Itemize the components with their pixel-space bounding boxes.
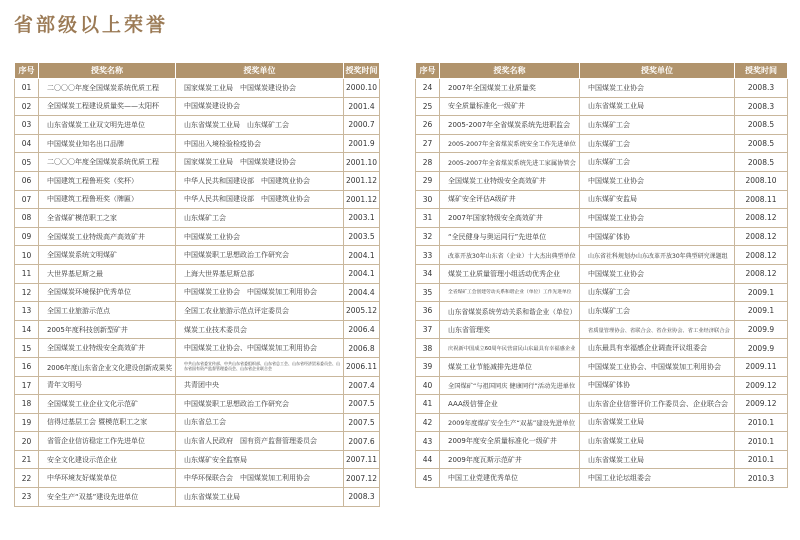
cell-award-unit: 上海大世界基尼斯总部 <box>176 264 344 283</box>
cell-award-time: 2008.12 <box>735 264 788 283</box>
table-row <box>416 171 788 190</box>
cell-award-time: 2007.12 <box>344 469 380 488</box>
cell-award-unit: 中国煤矿体协 <box>580 227 735 246</box>
table-row <box>416 116 788 135</box>
header-unit: 授奖单位 <box>580 63 735 79</box>
cell-award-name: 全省煤矿工会创建劳动关系和谐企业（单位）工作先进单位 <box>440 283 580 302</box>
cell-award-unit: 山东煤矿安全监察局 <box>176 450 344 469</box>
cell-award-time: 2008.12 <box>735 209 788 228</box>
cell-award-unit: 山东省煤炭工业局 <box>580 97 735 116</box>
cell-no: 19 <box>15 413 39 432</box>
cell-award-time: 2009.12 <box>735 395 788 414</box>
table-row <box>416 339 788 358</box>
table-row <box>15 376 380 395</box>
cell-award-unit: 山东省煤炭工业局 <box>580 432 735 451</box>
cell-award-unit: 山东煤矿工会 <box>580 302 735 321</box>
cell-award-unit: 山东煤矿工会 <box>580 134 735 153</box>
cell-award-name: 中国工业党建优秀单位 <box>440 469 580 488</box>
cell-award-unit: 山东省总工会 <box>176 413 344 432</box>
cell-award-name: 全国煤炭工业企业文化示范矿 <box>39 395 176 414</box>
cell-award-name: 2005-2007年全省煤炭系统先进职监会 <box>440 116 580 135</box>
cell-award-name: 青年文明号 <box>39 376 176 395</box>
cell-award-name: 2009年度煤矿安全生产“双基”建设先进单位 <box>440 413 580 432</box>
table-row <box>15 116 380 135</box>
cell-award-unit: 共青团中央 <box>176 376 344 395</box>
cell-award-name: 2009年度安全质量标准化一级矿井 <box>440 432 580 451</box>
cell-no: 14 <box>15 320 39 339</box>
table-row <box>416 190 788 209</box>
cell-award-name: 2007年全国煤炭工业质量奖 <box>440 79 580 98</box>
cell-no: 07 <box>15 190 39 209</box>
cell-award-unit: 中国煤炭工业协会 <box>580 209 735 228</box>
cell-award-time: 2006.11 <box>344 357 380 376</box>
cell-no: 40 <box>416 376 440 395</box>
cell-award-name: 2006年度山东省企业文化建设创新成果奖 <box>39 357 176 376</box>
table-row <box>416 283 788 302</box>
cell-no: 29 <box>416 171 440 190</box>
table-row <box>15 488 380 507</box>
cell-award-time: 2008.12 <box>735 227 788 246</box>
cell-no: 05 <box>15 153 39 172</box>
table-row <box>15 171 380 190</box>
cell-award-name: 全国煤炭工业特级安全高效矿井 <box>440 171 580 190</box>
cell-award-name: 全国煤炭工业特级高产高效矿井 <box>39 227 176 246</box>
cell-award-name: 2005-2007年全省煤炭系统先进工家属协管会 <box>440 153 580 172</box>
cell-no: 33 <box>416 246 440 265</box>
cell-award-unit: 山东煤矿安监局 <box>580 190 735 209</box>
cell-award-unit: 山东省煤炭工业局 <box>176 488 344 507</box>
cell-award-unit: 中国煤炭工业协会 <box>580 264 735 283</box>
cell-award-unit: 山东省煤炭工业局 <box>580 450 735 469</box>
cell-award-time: 2008.5 <box>735 134 788 153</box>
cell-award-name: 山东省管理奖 <box>440 320 580 339</box>
cell-award-unit: 中国煤炭工业协会 中国煤炭加工利用协会 <box>176 283 344 302</box>
cell-award-time: 2004.1 <box>344 264 380 283</box>
table-row <box>15 209 380 228</box>
cell-no: 23 <box>15 488 39 507</box>
awards-table-left <box>14 62 380 507</box>
cell-award-unit: 中国工业论坛组委会 <box>580 469 735 488</box>
cell-award-unit: 省质量管理协会、省联合会、省企业协会、省工业经济联合会 <box>580 320 735 339</box>
table-row <box>15 97 380 116</box>
cell-no: 35 <box>416 283 440 302</box>
cell-award-unit: 中国煤炭职工思想政治工作研究会 <box>176 395 344 414</box>
table-row <box>15 190 380 209</box>
cell-award-unit: 山东省社科规划办山东改革开放30年典型研究课题组 <box>580 246 735 265</box>
header-name: 授奖名称 <box>39 63 176 79</box>
cell-no: 02 <box>15 97 39 116</box>
cell-award-name: 山东省煤炭工业双文明先进单位 <box>39 116 176 135</box>
cell-award-time: 2008.3 <box>735 97 788 116</box>
cell-award-name: 中华环境友好煤炭单位 <box>39 469 176 488</box>
table-header-row <box>15 63 380 79</box>
table-row <box>416 469 788 488</box>
header-name: 授奖名称 <box>440 63 580 79</box>
cell-no: 45 <box>416 469 440 488</box>
table-row <box>416 302 788 321</box>
header-no: 序号 <box>15 63 39 79</box>
cell-award-name: 安全质量标准化一级矿井 <box>440 97 580 116</box>
cell-award-name: 煤炭工业节能减排先进单位 <box>440 357 580 376</box>
cell-award-unit: 中华人民共和国建设部 中国建筑业协会 <box>176 171 344 190</box>
cell-no: 37 <box>416 320 440 339</box>
cell-award-unit: 中国煤炭工业协会、中国煤炭加工利用协会 <box>580 357 735 376</box>
table-row <box>15 246 380 265</box>
cell-award-unit: 中国煤矿体协 <box>580 376 735 395</box>
cell-award-time: 2007.11 <box>344 450 380 469</box>
table-row <box>15 264 380 283</box>
cell-award-time: 2003.1 <box>344 209 380 228</box>
awards-table-right <box>415 62 788 488</box>
cell-award-unit: 国家煤炭工业局 中国煤炭建设协会 <box>176 153 344 172</box>
cell-award-time: 2010.1 <box>735 413 788 432</box>
cell-award-unit: 山东省人民政府 国有资产监督管理委员会 <box>176 432 344 451</box>
cell-award-time: 2007.4 <box>344 376 380 395</box>
cell-no: 13 <box>15 302 39 321</box>
cell-award-time: 2001.9 <box>344 134 380 153</box>
cell-award-time: 2009.11 <box>735 357 788 376</box>
cell-award-time: 2009.9 <box>735 320 788 339</box>
cell-award-name: 煤炭工业质量管理小组活动优秀企业 <box>440 264 580 283</box>
cell-award-name: 安全文化建设示范企业 <box>39 450 176 469</box>
cell-no: 42 <box>416 413 440 432</box>
cell-award-name: 2005年度科技创新型矿井 <box>39 320 176 339</box>
cell-award-time: 2001.4 <box>344 97 380 116</box>
cell-award-unit: 山东省企业信誉评价工作委员会、企业联合会 <box>580 395 735 414</box>
cell-award-name: 改革开放30年山东省（企业）十大杰出典型单位 <box>440 246 580 265</box>
table-row <box>416 134 788 153</box>
cell-award-name: AAA级信誉企业 <box>440 395 580 414</box>
table-header-row <box>416 63 788 79</box>
cell-award-time: 2010.1 <box>735 450 788 469</box>
cell-award-time: 2005.12 <box>344 302 380 321</box>
table-row <box>416 97 788 116</box>
cell-award-unit: 中国出入境检验检疫协会 <box>176 134 344 153</box>
cell-no: 20 <box>15 432 39 451</box>
table-row <box>416 357 788 376</box>
header-unit: 授奖单位 <box>176 63 344 79</box>
cell-award-unit: 山东省煤炭工业局 山东煤矿工会 <box>176 116 344 135</box>
cell-award-name: 省管企业信访稳定工作先进单位 <box>39 432 176 451</box>
cell-award-time: 2007.5 <box>344 395 380 414</box>
cell-no: 15 <box>15 339 39 358</box>
cell-no: 43 <box>416 432 440 451</box>
cell-award-unit: 中华环保联合会 中国煤炭加工利用协会 <box>176 469 344 488</box>
cell-award-time: 2006.8 <box>344 339 380 358</box>
table-row <box>416 79 788 98</box>
cell-no: 21 <box>15 450 39 469</box>
cell-no: 26 <box>416 116 440 135</box>
cell-award-time: 2008.12 <box>735 246 788 265</box>
header-no: 序号 <box>416 63 440 79</box>
cell-award-unit: 山东煤矿工会 <box>176 209 344 228</box>
cell-no: 18 <box>15 395 39 414</box>
cell-award-unit: 中华人民共和国建设部 中国建筑业协会 <box>176 190 344 209</box>
table-row <box>416 246 788 265</box>
cell-award-time: 2010.1 <box>735 432 788 451</box>
table-row <box>15 79 380 98</box>
cell-no: 17 <box>15 376 39 395</box>
table-row <box>15 469 380 488</box>
cell-no: 04 <box>15 134 39 153</box>
cell-award-unit: 中国煤炭职工思想政治工作研究会 <box>176 246 344 265</box>
table-row <box>416 320 788 339</box>
cell-award-time: 2010.3 <box>735 469 788 488</box>
cell-no: 27 <box>416 134 440 153</box>
table-row <box>15 153 380 172</box>
cell-no: 16 <box>15 357 39 376</box>
cell-award-name: 二〇〇〇年度全国煤炭系统优质工程 <box>39 79 176 98</box>
cell-award-time: 2001.10 <box>344 153 380 172</box>
table-row <box>15 339 380 358</box>
table-row <box>15 432 380 451</box>
cell-award-time: 2008.10 <box>735 171 788 190</box>
cell-award-time: 2009.1 <box>735 302 788 321</box>
cell-award-time: 2007.5 <box>344 413 380 432</box>
cell-no: 28 <box>416 153 440 172</box>
cell-award-unit: 全国工农业旅游示范点评定委员会 <box>176 302 344 321</box>
cell-no: 08 <box>15 209 39 228</box>
page-title: 省部级以上荣誉 <box>14 14 169 36</box>
cell-no: 03 <box>15 116 39 135</box>
table-row <box>416 209 788 228</box>
cell-award-name: 全国煤炭工程建设质量奖——太阳杯 <box>39 97 176 116</box>
table-row <box>15 320 380 339</box>
cell-award-unit: 山东煤矿工会 <box>580 283 735 302</box>
table-row <box>416 413 788 432</box>
table-row <box>416 432 788 451</box>
cell-award-time: 2009.9 <box>735 339 788 358</box>
cell-no: 11 <box>15 264 39 283</box>
table-row <box>15 134 380 153</box>
cell-no: 41 <box>416 395 440 414</box>
cell-no: 25 <box>416 97 440 116</box>
cell-award-name: 全国工业旅游示范点 <box>39 302 176 321</box>
cell-award-name: 煤矿安全评估A级矿井 <box>440 190 580 209</box>
cell-award-name: 2009年度瓦斯示范矿井 <box>440 450 580 469</box>
cell-award-time: 2001.12 <box>344 171 380 190</box>
cell-no: 22 <box>15 469 39 488</box>
cell-award-time: 2000.7 <box>344 116 380 135</box>
table-row <box>15 302 380 321</box>
cell-award-unit: 山东煤矿工会 <box>580 116 735 135</box>
cell-no: 31 <box>416 209 440 228</box>
cell-no: 32 <box>416 227 440 246</box>
cell-award-name: “全民健身与奥运同行”先进单位 <box>440 227 580 246</box>
cell-award-time: 2007.6 <box>344 432 380 451</box>
table-row <box>416 395 788 414</box>
cell-award-name: 全国煤矿“与祖国同庆 健康同行”活动先进单位 <box>440 376 580 395</box>
cell-award-name: 安全生产“双基”建设先进单位 <box>39 488 176 507</box>
cell-award-time: 2008.3 <box>735 79 788 98</box>
cell-award-unit: 山东省煤炭工业局 <box>580 413 735 432</box>
table-row <box>416 153 788 172</box>
cell-award-time: 2006.4 <box>344 320 380 339</box>
cell-award-name: 山东省煤炭系统劳动关系和谐企业（单位） <box>440 302 580 321</box>
cell-no: 06 <box>15 171 39 190</box>
cell-award-unit: 中国煤炭工业协会 <box>176 227 344 246</box>
cell-award-name: 全国煤炭工业特级安全高效矿井 <box>39 339 176 358</box>
cell-award-unit: 中国煤炭工业协会、中国煤炭加工利用协会 <box>176 339 344 358</box>
cell-award-name: 中国建筑工程鲁班奖（牌匾） <box>39 190 176 209</box>
cell-award-name: 全国煤炭环境保护优秀单位 <box>39 283 176 302</box>
cell-no: 09 <box>15 227 39 246</box>
cell-award-unit: 国家煤炭工业局 中国煤炭建设协会 <box>176 79 344 98</box>
cell-award-unit: 中国煤炭建设协会 <box>176 97 344 116</box>
cell-no: 10 <box>15 246 39 265</box>
table-row <box>15 450 380 469</box>
cell-no: 39 <box>416 357 440 376</box>
cell-award-unit: 中共山东省委宣传部、中共山东省委组织部、山东省总工会、山东省经济贸易委员会、山东省国有资产监督管理委员会、山东省企业联合会 <box>176 357 344 376</box>
cell-no: 01 <box>15 79 39 98</box>
header-time: 授奖时间 <box>735 63 788 79</box>
cell-no: 30 <box>416 190 440 209</box>
cell-award-time: 2000.10 <box>344 79 380 98</box>
cell-no: 36 <box>416 302 440 321</box>
cell-award-name: 庆祝新中国成立60周年民营富民山东最具有幸福感企业 <box>440 339 580 358</box>
table-row <box>15 413 380 432</box>
cell-award-name: 2005-2007年全省煤炭系统安全工作先进单位 <box>440 134 580 153</box>
cell-award-name: 二〇〇〇年度全国煤炭系统优质工程 <box>39 153 176 172</box>
cell-award-name: 2007年国家特级安全高效矿井 <box>440 209 580 228</box>
cell-award-name: 中国煤炭业知名出口品牌 <box>39 134 176 153</box>
cell-award-name: 大世界基尼斯之最 <box>39 264 176 283</box>
cell-award-unit: 中国煤炭工业协会 <box>580 79 735 98</box>
cell-award-time: 2009.12 <box>735 376 788 395</box>
cell-award-name: 全国煤炭系统文明煤矿 <box>39 246 176 265</box>
cell-award-time: 2008.5 <box>735 116 788 135</box>
table-row <box>416 264 788 283</box>
cell-award-time: 2008.3 <box>344 488 380 507</box>
header-time: 授奖时间 <box>344 63 380 79</box>
table-row <box>15 395 380 414</box>
cell-award-time: 2008.11 <box>735 190 788 209</box>
cell-award-name: 中国建筑工程鲁班奖（奖杯） <box>39 171 176 190</box>
cell-award-time: 2004.1 <box>344 246 380 265</box>
table-row <box>15 227 380 246</box>
cell-award-name: 全省煤矿模范职工之家 <box>39 209 176 228</box>
table-row <box>15 283 380 302</box>
cell-award-time: 2003.5 <box>344 227 380 246</box>
cell-award-time: 2008.5 <box>735 153 788 172</box>
cell-award-unit: 山东煤矿工会 <box>580 153 735 172</box>
cell-no: 44 <box>416 450 440 469</box>
cell-award-name: 信得过基层工会 暨模范职工之家 <box>39 413 176 432</box>
cell-award-unit: 煤炭工业技术委员会 <box>176 320 344 339</box>
cell-award-unit: 山东最具有幸福感企业调查评议组委会 <box>580 339 735 358</box>
table-row <box>416 376 788 395</box>
cell-no: 34 <box>416 264 440 283</box>
cell-award-time: 2004.4 <box>344 283 380 302</box>
table-row <box>416 227 788 246</box>
cell-no: 24 <box>416 79 440 98</box>
table-row <box>15 357 380 376</box>
cell-award-time: 2009.1 <box>735 283 788 302</box>
cell-no: 12 <box>15 283 39 302</box>
cell-no: 38 <box>416 339 440 358</box>
cell-award-time: 2001.12 <box>344 190 380 209</box>
table-row <box>416 450 788 469</box>
cell-award-unit: 中国煤炭工业协会 <box>580 171 735 190</box>
